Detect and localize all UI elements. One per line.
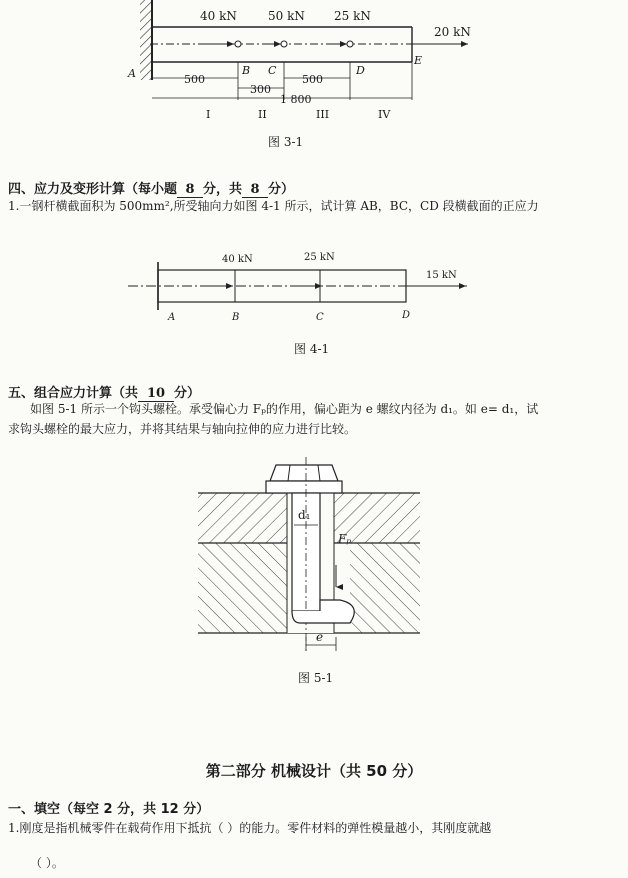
figure-5-1-caption: 图 5-1 [298,671,334,685]
point-a: A [168,312,176,323]
point-b: B [242,64,251,77]
section-4-question-1: 1.一钢杆横截面积为 500mm²,所受轴向力如图 4-1 所示，试计算 AB，BC，CD 段横截面的正应力 [8,199,539,213]
segment-1: I [206,108,211,121]
load-label-15: 15 kN [426,270,457,281]
part-2-title: 第二部分 机械设计（共 50 分） [205,762,423,780]
section-4-heading: 四、应力及变形计算（每小题 8 分，共 8 分） [8,182,295,197]
fill-blank-heading: 一、填空（每空 2 分，共 12 分） [8,802,210,817]
load-label-20: 20 kN [434,25,471,39]
point-c: C [316,312,324,323]
load-label-40: 40 kN [222,254,253,265]
fill-blank-question-1-continued: （ ）。 [30,856,64,870]
point-d: D [402,310,411,321]
washer [266,481,342,493]
section-5-text-line-2: 求钩头螺栓的最大应力，并将其结果与轴向拉伸的应力进行比较。 [8,422,357,436]
point-b: B [232,312,240,323]
figure-4-1-caption: 图 4-1 [294,342,330,356]
dim-300-bc: 300 [250,83,271,96]
load-label-25: 25 kN [334,9,371,23]
label-e: e [316,630,324,644]
load-label-50: 50 kN [268,9,305,23]
point-a: A [128,67,136,80]
point-d: D [356,64,365,77]
dim-1800: 1 800 [280,93,312,106]
load-label-25: 25 kN [304,252,335,263]
point-e: E [414,54,423,67]
label-fp: Fₚ [338,532,352,546]
fill-blank-question-1: 1.刚度是指机械零件在载荷作用下抵抗（ ）的能力。零件材料的弹性模量越小，其刚度就越 [8,821,492,835]
figure-3-1 [0,0,628,160]
dim-500-ab: 500 [184,73,205,86]
figure-4-1 [0,240,628,360]
figure-5-1 [0,455,628,695]
load-label-40: 40 kN [200,9,237,23]
segment-4: IV [378,108,391,121]
label-d1: d₁ [298,508,311,522]
nut [270,465,338,481]
section-5-heading: 五、组合应力计算（共 10 分） [8,386,201,401]
segment-3: III [316,108,330,121]
point-c: C [268,64,277,77]
section-5-text-line-1: 如图 5-1 所示一个钩头螺栓。承受偏心力 Fₚ的作用，偏心距为 e 螺纹内径为 d₁。如 e= d₁，试 [30,402,539,416]
segment-2: II [258,108,267,121]
figure-3-1-caption: 图 3-1 [268,135,304,149]
dim-500-cd: 500 [302,73,323,86]
wall-support [140,0,152,80]
